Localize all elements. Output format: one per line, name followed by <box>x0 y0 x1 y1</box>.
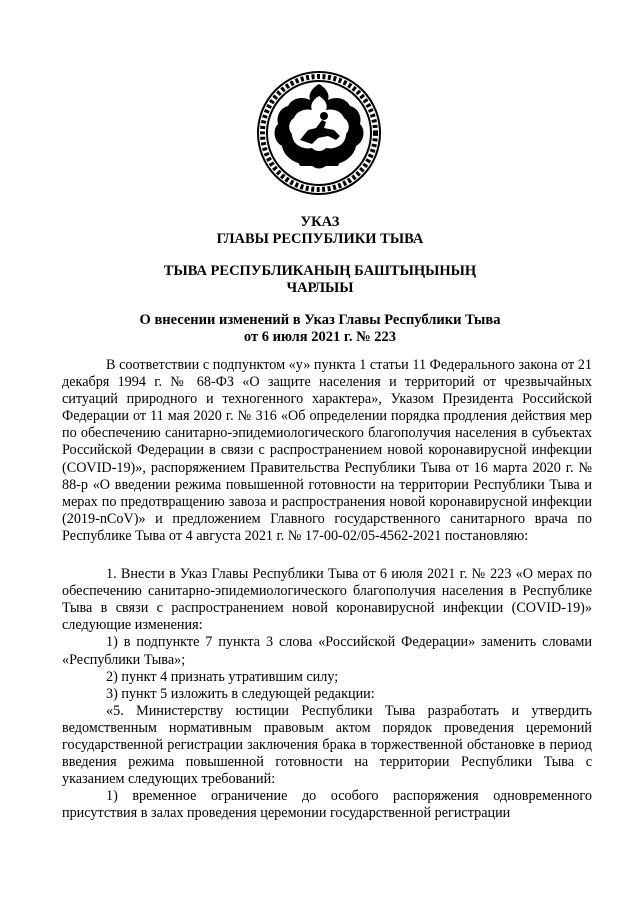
document-body <box>62 357 592 822</box>
tuvan-title-line1: ТЫВА РЕСПУБЛИКАНЫҢ БАШТЫҢЫНЫҢ <box>163 263 477 279</box>
item-1-paragraph: 1. Внести в Указ Главы Республики Тыва от 6 июля 2021 г. № 223 «О мерах по обеспечению санитарно-эпидемиологического благополучия населения в Республике Тыва в связи с распространением новой коронавирусной инфекции (COVID-19)» следующие изменения: <box>62 566 592 634</box>
subitem-2-paragraph: 2) пункт 4 признать утратившим силу; <box>106 668 339 685</box>
coat-of-arms-emblem <box>256 70 382 196</box>
quoted-point-5-paragraph: «5. Министерству юстиции Республики Тыва разработать и утвердить ведомственным нормативным правовым актом порядок проведения церемоний государственной регистрации заключения брака в торжественной обстановке в период введения режима повышенной готовности на территории Республики Тыва с указанием следующих требований: <box>62 702 592 788</box>
preamble-paragraph: В соответствии с подпунктом «у» пункта 1 статьи 11 Федерального закона от 21 декабря 1994 г. № 68-ФЗ «О защите населения и территорий от чрезвычайных ситуаций природного и техногенного характера», Указом Президента Российской Федерации от 11 мая 2020 г. № 316 «Об определении порядка продления действия мер по обеспечению санитарно-эпидемиологического благополучия населения в субъектах Российской Федерации в связи с распространением новой коронавирусной инфекции (COVID-19)», распоряжением Правительства Республики Тыва от 16 марта 2020 г. № 88-р «О введении режима повышенной готовности на территории Республики Тыва и мерах по предотвращению завоза и распространения новой коронавирусной инфекции (2019-nCoV)» и предложением Главного государственного санитарного врача по Республике Тыва от 4 августа 2021 г. № 17-00-02/05-4562-2021 постановляю: <box>62 357 592 544</box>
issuer-title: ГЛАВЫ РЕСПУБЛИКИ ТЫВА <box>216 231 424 247</box>
subject-line1: О внесении изменений в Указ Главы Республики Тыва <box>139 312 501 328</box>
subitem-1-paragraph: 1) в подпункте 7 пункта 3 слова «Российской Федерации» заменить словами «Республики Тыва»; <box>62 634 592 668</box>
tuvan-title-line2: ЧАРЛЫЫ <box>286 280 354 296</box>
subject-line2: от 6 июля 2021 г. № 223 <box>243 329 397 345</box>
document-type-title: УКАЗ <box>300 214 340 230</box>
requirement-1-paragraph: 1) временное ограничение до особого распоряжения одновременного присутствия в залах проведения церемонии государственной регистрации <box>62 788 592 822</box>
subitem-3-paragraph: 3) пункт 5 изложить в следующей редакции: <box>106 685 375 702</box>
